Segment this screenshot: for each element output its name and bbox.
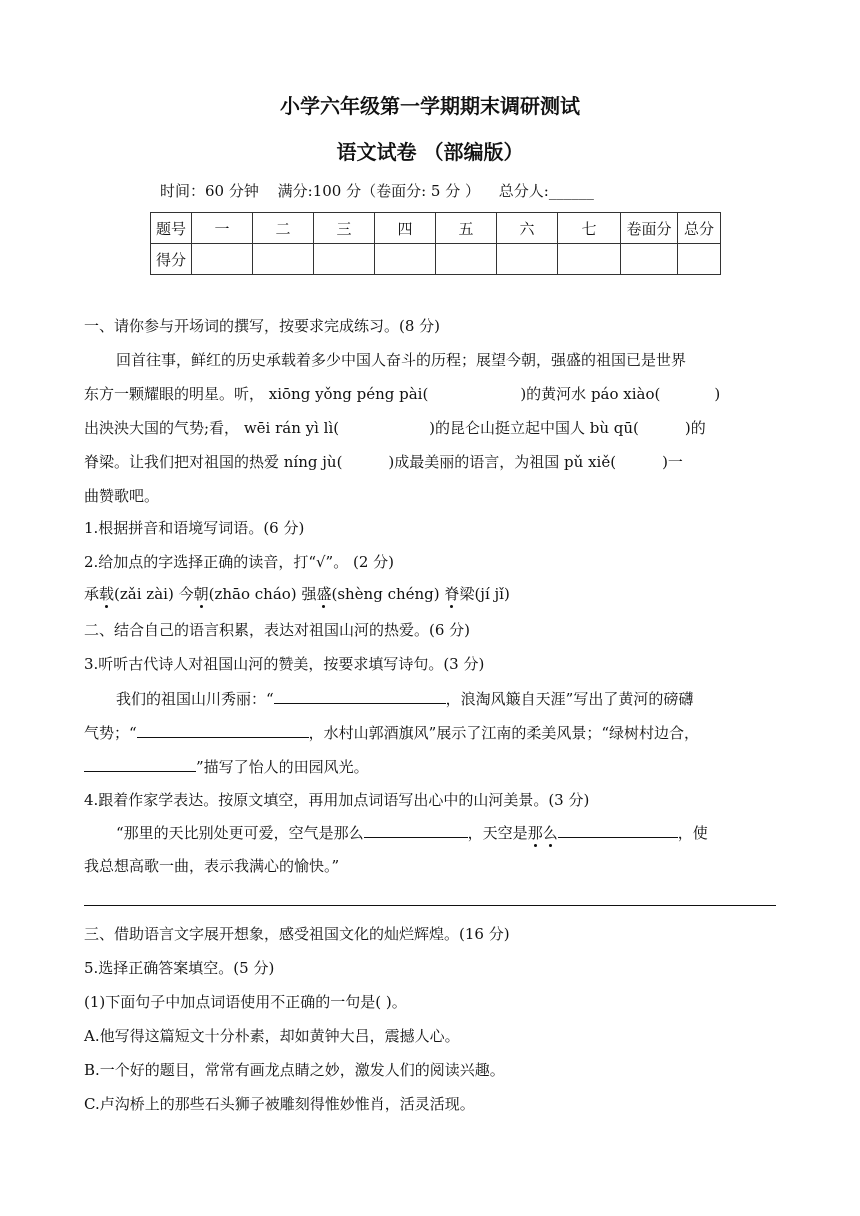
question-5: 5.选择正确答案填空。(5 分) [84,959,275,977]
question-4-line: “那里的天比别处更可爱，空气是那么 ，天空是那么 ，使 [116,824,708,842]
score-cell-header: 总分 [678,213,721,244]
answer-underline[interactable] [274,688,446,704]
score-cell-input[interactable] [621,244,678,275]
reading-option[interactable]: 承载(zǎi zài) [84,585,174,603]
score-table-score-row [151,244,721,275]
score-cell-input[interactable] [192,244,253,275]
section1-heading: 一、请你参与开场词的撰写，按要求完成练习。(8 分) [84,317,441,335]
exam-scorer: 总分人:______ [498,182,594,200]
question-4-line: 我总想高歌一曲，表示我满心的愉快。” [84,857,340,875]
question-5-1: (1)下面句子中加点词语使用不正确的一句是( )。 [84,993,407,1011]
exam-title: 小学六年级第一学期期末调研测试 [280,94,580,118]
option-a[interactable]: A.他写得这篇短文十分朴素，却如黄钟大吕，震撼人心。 [84,1027,460,1045]
score-cell-header: 二 [253,213,314,244]
reading-option[interactable]: 强盛(shèng chéng) [301,585,440,603]
exam-meta [160,180,608,201]
score-cell-header: 七 [558,213,621,244]
answer-underline[interactable] [84,756,196,772]
option-b[interactable]: B.一个好的题目，常常有画龙点睛之妙，激发人们的阅读兴趣。 [84,1061,505,1079]
score-cell-header: 四 [375,213,436,244]
score-cell-header: 一 [192,213,253,244]
answer-underline[interactable] [137,722,309,738]
section1-paragraph-line: 回首往事，鲜红的历史承载着多少中国人奋斗的历程；展望今朝，强盛的祖国已是世界 [116,351,687,369]
section1-paragraph-line: 曲赞歌吧。 [84,487,160,505]
question-3-line: 气势；“ ，水村山郭酒旗风”展示了江南的柔美风景；“绿树村边合， [84,724,700,742]
score-table-header-row [151,213,721,244]
section1-paragraph-line: 脊梁。让我们把对祖国的热爱 níng jù( )成最美丽的语言，为祖国 pǔ xiě( )一 [84,453,683,471]
score-cell-input[interactable] [497,244,558,275]
question-3: 3.听听古代诗人对祖国山河的赞美，按要求填写诗句。(3 分) [84,655,485,673]
question-2-options [84,584,510,604]
question-2: 2.给加点的字选择正确的读音，打“√”。 (2 分) [84,553,394,571]
question-1: 1.根据拼音和语境写词语。(6 分) [84,519,305,537]
section1-paragraph-line: 东方一颗耀眼的明星。听， xiōng yǒng péng pài( )的黄河水 páo xiào( ) [84,385,721,403]
exam-full-score: 满分:100 分（卷面分: 5 分 ） [277,182,480,200]
score-cell-header: 题号 [151,213,192,244]
score-cell-header: 卷面分 [621,213,678,244]
score-cell-header: 五 [436,213,497,244]
answer-underline[interactable] [558,822,678,838]
option-c[interactable]: C.卢沟桥上的那些石头狮子被雕刻得惟妙惟肖，活灵活现。 [84,1095,475,1113]
exam-time: 时间：60 分钟 [160,182,259,200]
score-cell-input[interactable] [436,244,497,275]
reading-option[interactable]: 脊梁(jí jǐ) [444,585,510,603]
question-4: 4.跟着作家学表达。按原文填空，再用加点词语写出心中的山河美景。(3 分) [84,791,590,809]
score-cell-input[interactable] [678,244,721,275]
question-3-line: 我们的祖国山川秀丽：“ ，浪淘风簸自天涯”写出了黄河的磅礴 [116,690,694,708]
section2-heading: 二、结合自己的语言积累，表达对祖国山河的热爱。(6 分) [84,621,471,639]
score-cell-input[interactable] [558,244,621,275]
score-cell-header: 六 [497,213,558,244]
score-table [150,212,721,275]
reading-option[interactable]: 今朝(zhāo cháo) [178,585,297,603]
section3-heading: 三、借助语言文字展开想象，感受祖国文化的灿烂辉煌。(16 分) [84,925,510,943]
score-cell-input[interactable] [314,244,375,275]
answer-writing-line[interactable] [84,905,776,906]
score-cell-header: 三 [314,213,375,244]
section1-paragraph-line: 出泱泱大国的气势;看， wēi rán yì lì( )的昆仑山挺立起中国人 bù qū( )的 [84,419,706,437]
question-3-line: ”描写了怡人的田园风光。 [84,756,369,777]
score-cell-label: 得分 [151,244,192,275]
exam-subtitle: 语文试卷 （部编版） [336,140,524,164]
score-cell-input[interactable] [375,244,436,275]
answer-underline[interactable] [364,822,468,838]
score-cell-input[interactable] [253,244,314,275]
